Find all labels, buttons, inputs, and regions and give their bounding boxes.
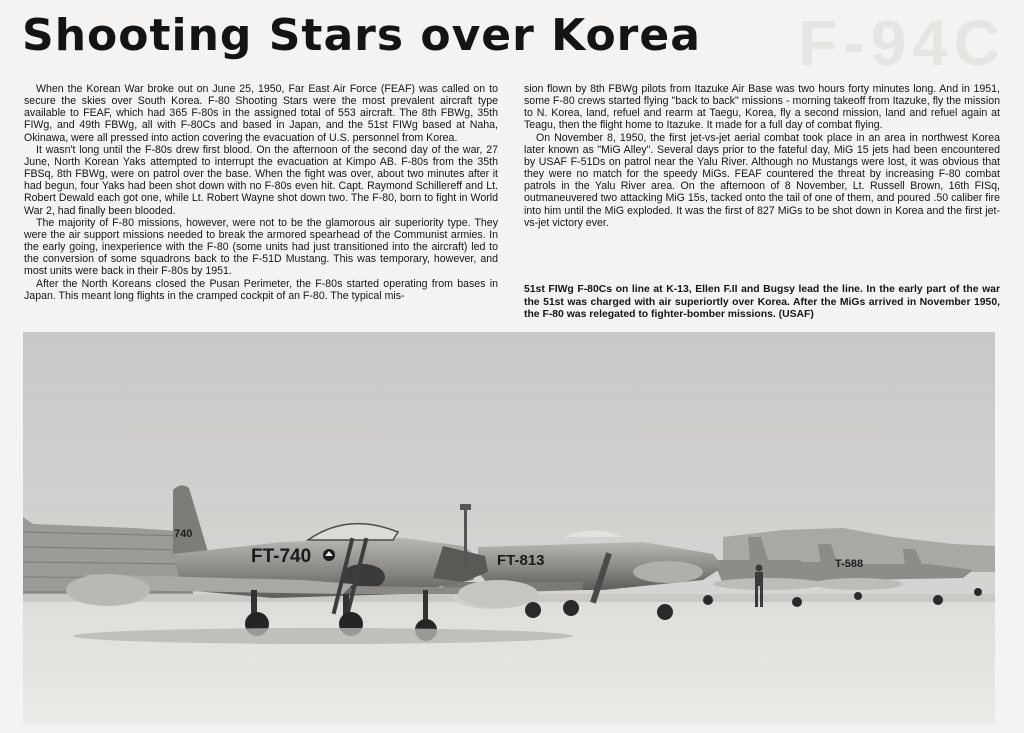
left-column: [24, 83, 498, 302]
aircraft-photo: [23, 332, 995, 725]
paragraph: On November 8, 1950, the first jet-vs-jet aerial combat took place in an area in northwest Korea later known as "MiG Alley". Several days prior to the fateful day, MiG 15 jets had been encountered by USAF F-51Ds on patrol near the Yalu River. Although no Mustangs were lost, it was obvious that they were no match for the speedy MiGs. FEAF countered the threat by increasing F-80 combat patrols in the Yalu River area. On the afternoon of 8 November, Lt. Russell Brown, 16th FISq, outmaneuvered two attacking MiG 15s, tacked onto the tail of one of them, and poured .50 caliber fire into him until the MiG exploded. It was the first of 827 MiGs to be shot down in Korea and the first jet-vs-jet victory ever.: [524, 131, 1000, 229]
paragraph: After the North Koreans closed the Pusan Perimeter, the F-80s started operating from bases in Japan. This meant long flights in the cramped cockpit of an F-80. The typical mis-: [24, 277, 498, 302]
ghost-heading: F-94C: [798, 7, 1006, 79]
aircraft-marking: T-588: [835, 558, 864, 570]
photo-caption: 51st FIWg F-80Cs on line at K-13, Ellen F.II and Bugsy lead the line. In the early part of the war the 51st was charged with air superiortly over Korea. After the MiGs arrived in November 1950, the F-80 was relegated to fighter-bomber missions. (USAF): [524, 284, 1000, 321]
aircraft-marking: FT-813: [497, 552, 545, 569]
paragraph: When the Korean War broke out on June 25, 1950, Far East Air Force (FEAF) was called on to secure the skies over South Korea. F-80 Shooting Stars were the most prevalent aircraft type available to FEAF, which had 365 F-80s in the assigned total of 553 aircraft. The 8th FBWg, 35th FIWg, and 49th FBWg, all with F-80Cs and based in Japan, and the 51st FIWg based at Naha, Okinawa, were all pressed into action covering the evacuation of U.S. personnel from Korea.: [24, 83, 498, 144]
aircraft-marking: FT-740: [251, 546, 312, 567]
paragraph: sion flown by 8th FBWg pilots from Itazuke Air Base was two hours forty minutes long. And in 1951, some F-80 crews started flying "back to back" missions - morning takeoff from Itazuke, fly the mission to N. Korea, land, refuel and rearm at Taegu, Korea, fly a second mission, land and refuel again at Teagu, then the flight home to Itazuke. It made for a full day of combat flying.: [524, 83, 1000, 132]
right-column: [524, 83, 1000, 229]
page-title: Shooting Stars over Korea: [22, 10, 701, 61]
tail-number: 740: [174, 528, 193, 540]
paragraph: The majority of F-80 missions, however, were not to be the glamorous air superiority type. They were the air support missions needed to break the armored spearhead of the Communist armies. In the early going, inexperience with the F-80 (some units had just transitioned into the aircraft) led to the conversion of some squadrons back to the F-51D Mustang. This was temporary, however, and most units were back in their F-80s by 1951.: [24, 216, 498, 278]
paragraph: It wasn't long until the F-80s drew first blood. On the afternoon of the second day of the war, 27 June, North Korean Yaks attempted to interrupt the evacuation at Kimpo AB. F-80s from the 35th FBSq, 8th FBWg, were on patrol over the base. When the fight was over, about two minutes after it had begun, four Yaks had been shot down with no F-80s even hit. Capt. Raymond Schillereff and Lt. Robert Dewald each got one, while Lt. Robert Wayne shot down two. The F-80, born to fight in World War 2, had finally been blooded.: [24, 143, 498, 217]
